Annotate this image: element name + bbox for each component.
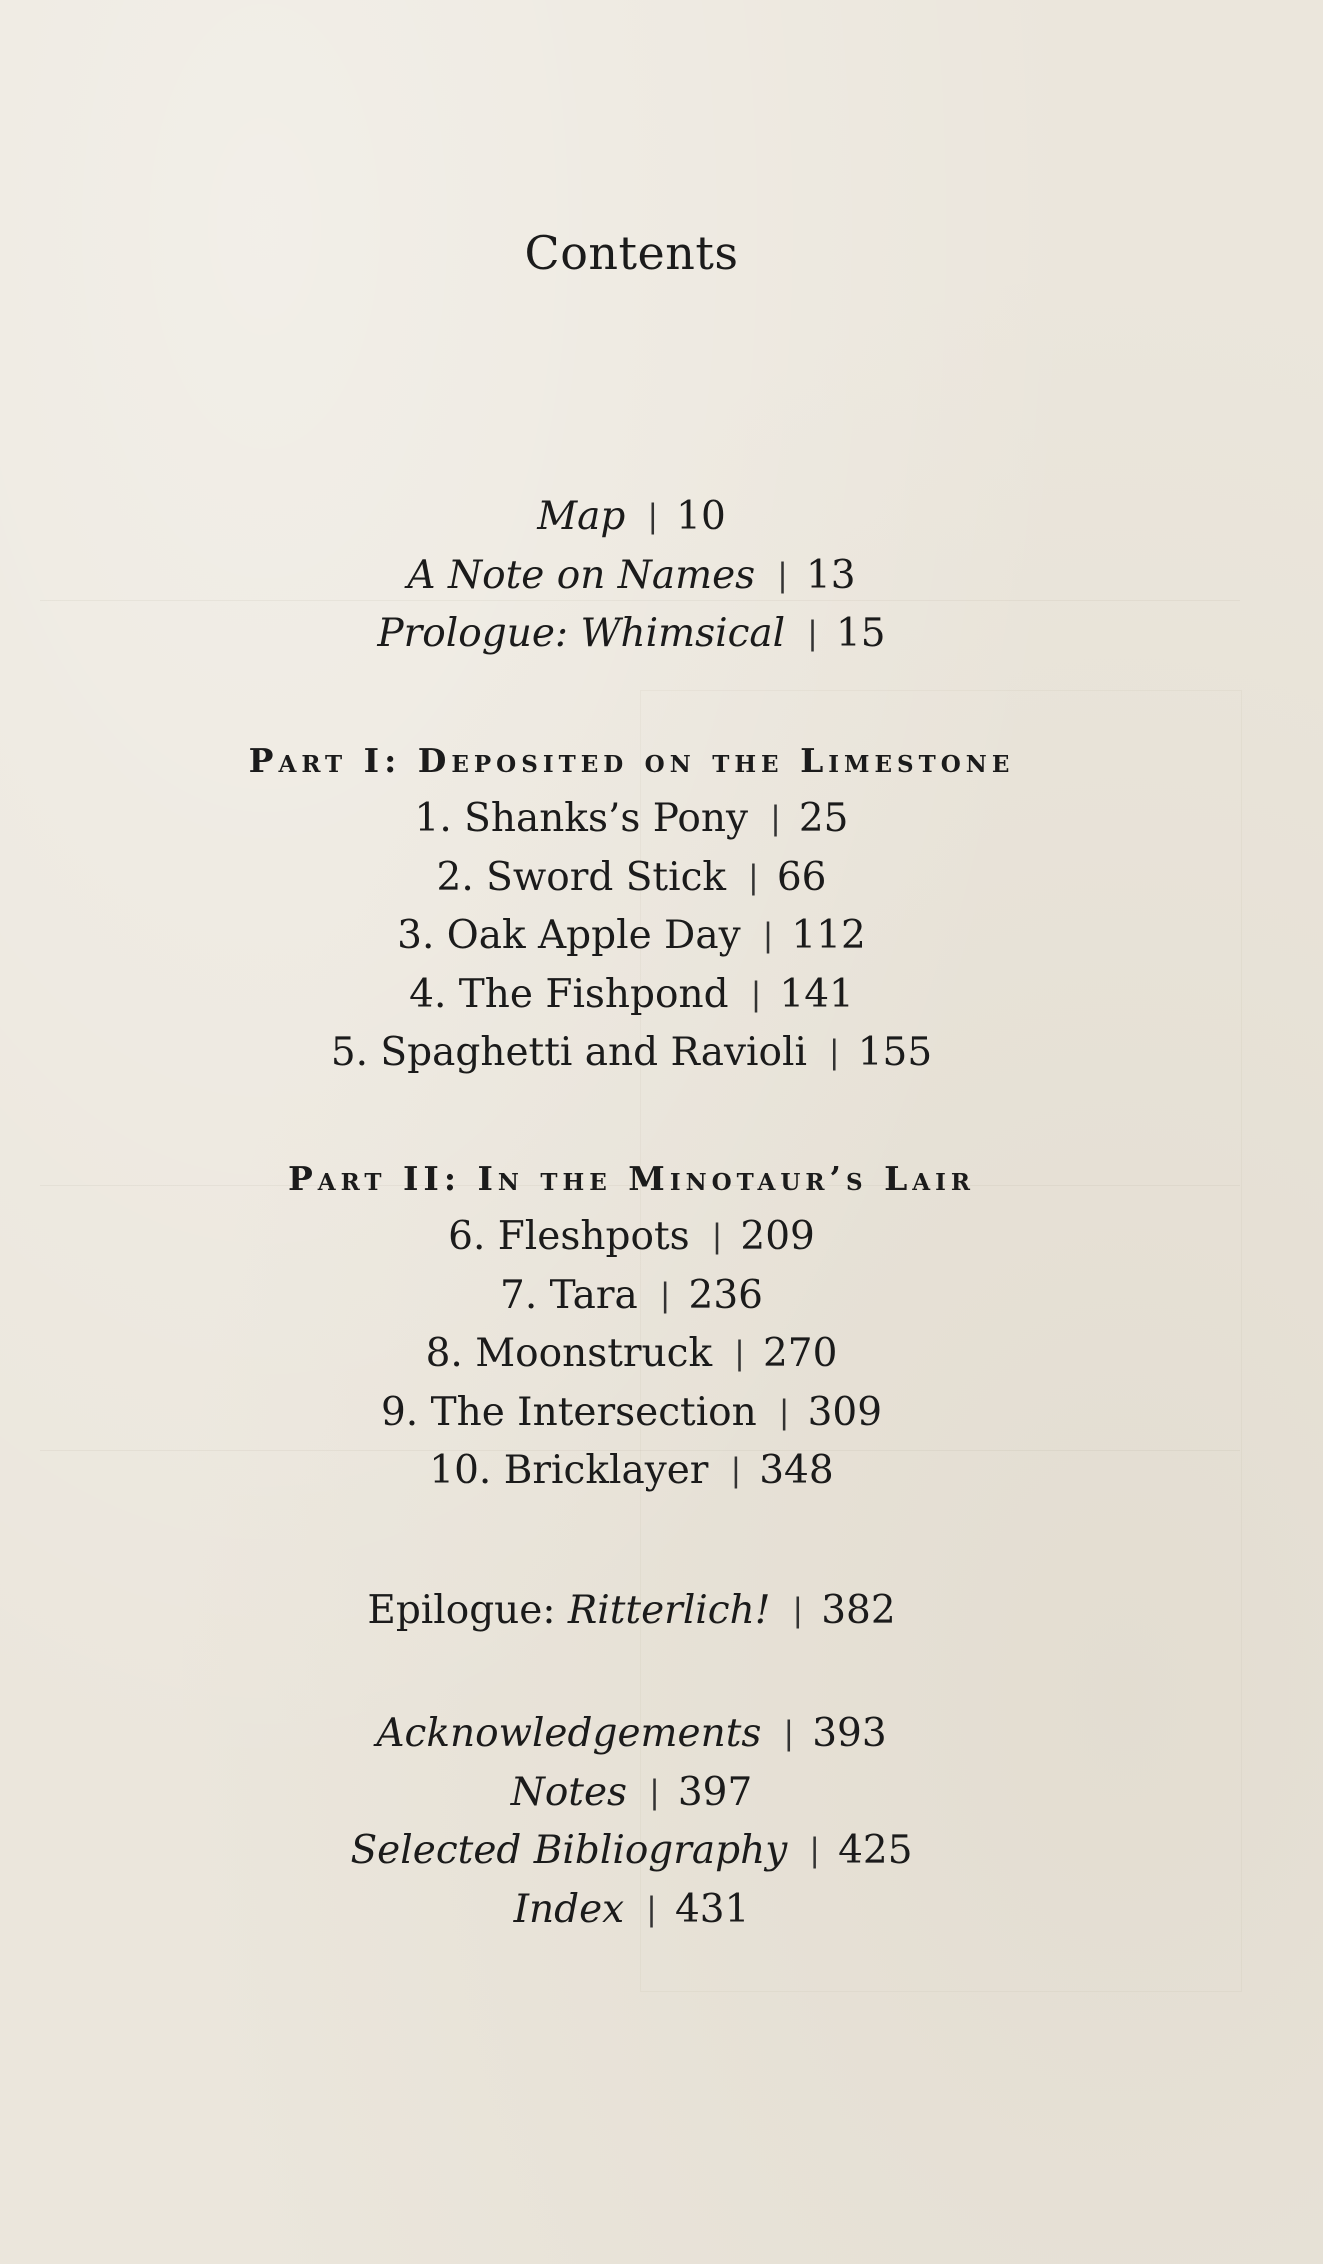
epilogue-title: Ritterlich! [567,1588,771,1633]
separator: | [659,1275,671,1314]
entry-page: 141 [779,971,854,1017]
part-1-heading: Part I: Deposited on the Limestone [248,741,1015,780]
separator: | [734,1334,745,1372]
entry-page: 25 [798,796,849,841]
separator: | [807,614,818,652]
toc-entry-epilogue [0,1581,1263,1640]
entry-page: 397 [677,1769,753,1815]
toc-entry-chapter-8 [0,1324,1263,1383]
entry-page: 112 [791,913,866,958]
separator: | [646,1889,657,1928]
part-1-chapter-list [0,789,1263,1082]
entry-page: 348 [759,1448,834,1493]
toc-entry-acknowledgements [0,1704,1263,1763]
entry-title: 3. Oak Apple Day [397,913,741,958]
entry-page: 431 [674,1886,750,1932]
toc-entry-chapter-7 [0,1266,1263,1325]
toc-entry-prologue [0,604,1263,663]
part-2-heading: Part II: In the Minotaur’s Lair [287,1159,976,1198]
entry-page: 13 [805,552,856,598]
separator: | [730,1451,742,1489]
separator: | [770,799,781,837]
separator: | [809,1831,821,1869]
entry-page: 66 [776,854,827,900]
separator: | [711,1217,723,1255]
entry-title: 9. The Intersection [380,1389,757,1435]
separator: | [828,1033,840,1071]
entry-title: A Note on Names [407,552,756,598]
separator: | [750,974,762,1013]
part-2-chapter-list [0,1207,1263,1500]
entry-title: Notes [510,1769,628,1815]
toc-entry-chapter-5 [0,1023,1263,1082]
back-matter-list [0,1704,1263,1938]
entry-page: 155 [857,1030,933,1075]
toc-entry-notes [0,1763,1263,1822]
toc-entry-index [0,1880,1263,1939]
epilogue-list [0,1581,1263,1640]
entry-title: 1. Shanks’s Pony [414,796,749,841]
separator: | [647,497,659,535]
toc-entry-chapter-4 [0,965,1263,1024]
toc-entry-chapter-1 [0,789,1263,848]
entry-page: 10 [676,494,726,539]
toc-entry-chapter-3 [0,906,1263,965]
separator: | [762,916,774,954]
separator: | [748,857,759,896]
entry-title: 7. Tara [500,1272,638,1318]
entry-page: 209 [740,1214,815,1259]
entry-title: 10. Bricklayer [429,1448,709,1493]
toc-entry-map [0,487,1263,546]
separator: | [777,555,788,594]
toc-entry-chapter-10 [0,1441,1263,1500]
entry-page: 393 [812,1711,887,1756]
page-title: Contents [524,226,739,280]
entry-page: 309 [807,1389,883,1435]
entry-page: 15 [835,611,886,656]
entry-title: 5. Spaghetti and Ravioli [330,1030,807,1075]
front-matter-list [0,487,1263,663]
toc-entry-bibliography [0,1821,1263,1880]
toc-entry-note-on-names [0,546,1263,605]
entry-title: 4. The Fishpond [409,971,729,1017]
entry-page: 425 [838,1828,913,1873]
separator: | [783,1714,795,1752]
entry-title: 6. Fleshpots [448,1214,690,1259]
toc-entry-chapter-9 [0,1383,1263,1442]
epilogue-label: Epilogue: [367,1588,556,1633]
entry-page: 382 [821,1588,896,1633]
separator: | [778,1392,790,1431]
entry-page: 236 [688,1272,763,1318]
entry-title: Acknowledgements [376,1711,762,1756]
entry-title: 8. Moonstruck [425,1331,713,1376]
entry-title: 2. Sword Stick [436,854,727,900]
entry-page: 270 [762,1331,838,1376]
separator: | [649,1772,660,1811]
entry-title: Index [513,1886,625,1932]
entry-title: Prologue: Whimsical [377,611,786,656]
toc-entry-chapter-6 [0,1207,1263,1266]
entry-title: Map [537,494,626,539]
toc-entry-chapter-2 [0,848,1263,907]
separator: | [792,1591,804,1629]
entry-title: Selected Bibliography [350,1828,788,1873]
